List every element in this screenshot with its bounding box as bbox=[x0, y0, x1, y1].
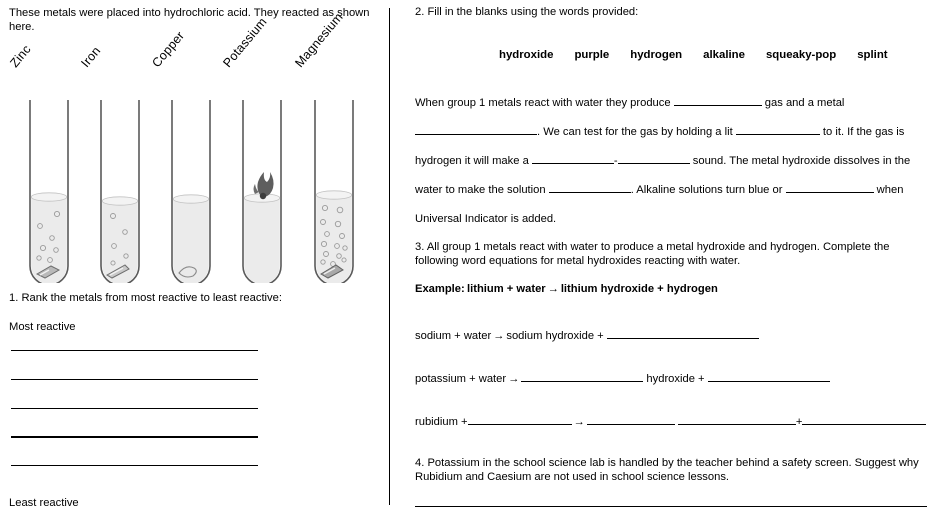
equation-blank[interactable] bbox=[802, 413, 926, 425]
equation-text: potassium + water bbox=[415, 373, 507, 385]
cloze-text: . Alkaline solutions turn blue or bbox=[630, 184, 783, 196]
word-bank-item[interactable]: squeaky-pop bbox=[765, 49, 837, 61]
word-bank-item[interactable]: alkaline bbox=[703, 49, 745, 61]
test-tube-label-zinc: Zinc bbox=[7, 42, 34, 70]
test-tube-copper bbox=[149, 28, 228, 285]
cloze-blank[interactable] bbox=[618, 152, 690, 164]
example-label: Example: bbox=[415, 283, 465, 295]
equation-blank[interactable] bbox=[607, 327, 759, 339]
example-products: lithium hydroxide + hydrogen bbox=[560, 283, 718, 295]
right-column bbox=[389, 0, 942, 530]
cloze-text: gas and a metal bbox=[764, 97, 845, 109]
word-bank-item[interactable]: purple bbox=[574, 49, 610, 61]
equation-text: sodium + water bbox=[415, 330, 492, 342]
equation-blank[interactable] bbox=[468, 413, 572, 425]
cloze-paragraph bbox=[415, 89, 932, 234]
answer-line[interactable] bbox=[11, 350, 258, 351]
question-4-answer-line[interactable] bbox=[415, 506, 927, 507]
arrow-icon: → bbox=[573, 416, 585, 428]
equation-blank[interactable] bbox=[587, 413, 675, 425]
equation-blank[interactable] bbox=[678, 413, 796, 425]
word-bank-item[interactable]: hydrogen bbox=[630, 49, 683, 61]
test-tube-label-potassium: Potassium bbox=[220, 14, 270, 71]
cloze-blank[interactable] bbox=[736, 123, 820, 135]
cloze-text: when Universal Indicator is added. bbox=[415, 184, 904, 225]
left-column bbox=[0, 0, 389, 530]
least-reactive-label: Least reactive bbox=[9, 497, 79, 509]
example-reactants: lithium + water bbox=[467, 283, 546, 295]
equation-sodium bbox=[415, 327, 759, 342]
question-4-title: 4. Potassium in the school science lab is handled by the teacher behind a safety screen. Suggest why Rubidium and Caesium are not used in school science lessons. bbox=[415, 457, 919, 483]
equation-text: + bbox=[795, 416, 803, 428]
question-1-title: 1. Rank the metals from most reactive to least reactive: bbox=[9, 292, 282, 304]
arrow-icon: → bbox=[508, 373, 520, 385]
test-tube-label-iron: Iron bbox=[78, 43, 104, 70]
question-3-title: 3. All group 1 metals react with water to produce a metal hydroxide and hydrogen. Complete the following word equations for metal hydroxides reacting with water. bbox=[415, 241, 890, 267]
test-tube-iron-icon bbox=[89, 98, 151, 283]
equation-rubidium bbox=[415, 413, 926, 428]
cloze-blank[interactable] bbox=[415, 123, 537, 135]
test-tube-label-copper: Copper bbox=[149, 28, 188, 70]
test-tube-iron bbox=[78, 40, 157, 285]
arrow-icon: → bbox=[493, 330, 505, 342]
test-tube-label-magnesium: Magnesium bbox=[292, 10, 346, 70]
test-tube-copper-icon bbox=[160, 98, 222, 283]
cloze-text: . We can test for the gas by holding a lit bbox=[537, 126, 733, 138]
cloze-text: to it. If the gas is hydrogen it will make a bbox=[415, 126, 905, 167]
word-bank-item[interactable]: hydroxide bbox=[499, 49, 554, 61]
word-bank bbox=[499, 49, 919, 61]
cloze-text: sound. The metal hydroxide dissolves in the water to make the solution bbox=[415, 155, 911, 196]
test-tube-magnesium-icon bbox=[303, 98, 365, 283]
equation-text: hydroxide + bbox=[646, 373, 705, 385]
cloze-text: When group 1 metals react with water they produce bbox=[415, 97, 671, 109]
question-3-example bbox=[415, 283, 718, 295]
cloze-blank[interactable] bbox=[786, 181, 874, 193]
equation-blank[interactable] bbox=[708, 370, 830, 382]
word-bank-item[interactable]: splint bbox=[857, 49, 888, 61]
arrow-icon: → bbox=[547, 283, 559, 295]
equation-text: sodium hydroxide + bbox=[506, 330, 604, 342]
cloze-blank[interactable] bbox=[532, 152, 614, 164]
test-tube-zinc-icon bbox=[18, 98, 80, 283]
test-tube-magnesium bbox=[292, 10, 371, 285]
intro-text: These metals were placed into hydrochloric acid. They reacted as shown here. bbox=[9, 7, 370, 33]
equation-text: rubidium + bbox=[415, 416, 468, 428]
answer-line[interactable] bbox=[11, 379, 258, 380]
equation-blank[interactable] bbox=[521, 370, 643, 382]
test-tube-zinc bbox=[7, 40, 86, 285]
cloze-text: - bbox=[613, 155, 618, 167]
question-2-title: 2. Fill in the blanks using the words provided: bbox=[415, 6, 639, 18]
equation-potassium bbox=[415, 370, 830, 385]
cloze-blank[interactable] bbox=[674, 94, 762, 106]
answer-line[interactable] bbox=[11, 408, 258, 409]
answer-line[interactable] bbox=[11, 465, 258, 466]
ranking-answer-lines bbox=[11, 350, 258, 494]
test-tube-potassium bbox=[220, 14, 299, 285]
cloze-blank[interactable] bbox=[549, 181, 631, 193]
most-reactive-label: Most reactive bbox=[9, 321, 76, 333]
answer-line[interactable] bbox=[11, 436, 258, 437]
test-tube-potassium-icon bbox=[231, 98, 293, 283]
